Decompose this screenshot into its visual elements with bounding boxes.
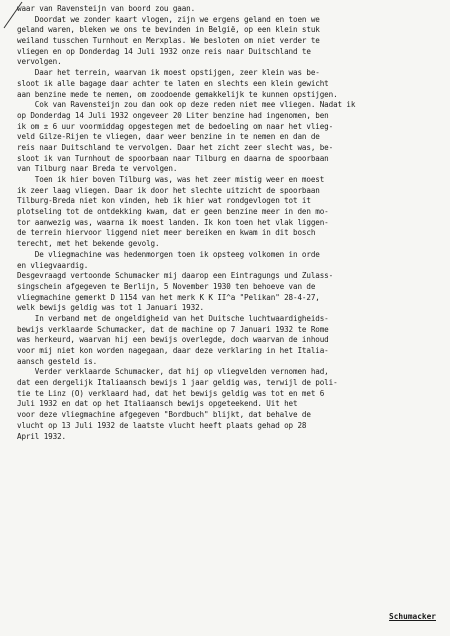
document-line: reis naar Duitschland te vervolgen. Daar het zicht zeer slecht was, be- [17,142,334,152]
document-line: dat een dergelijk Italiaansch bewijs 1 jaar geldig was, terwijl de poli- [17,378,338,388]
document-line: Doordat we zonder kaart vlogen, zijn we ergens geland en toen we [17,14,320,24]
signature: Schumacker [389,612,436,621]
document-line: sloot ik alle bagage daar achter te laten en slechts een klein gewicht [17,78,329,88]
document-line: op Donderdag 14 Juli 1932 ongeveer 20 Liter benzine had ingenomen, ben [17,110,329,120]
document-line: welk bewijs geldig was tot 1 Januari 1932. [17,303,204,313]
document-line: en vliegvaardig. [17,260,89,270]
document-line: Juli 1932 en dat op het Italiaansch bewijs opgeteekend. Uit het [17,399,298,409]
document-line: aansch gesteld is. [17,356,98,366]
document-line: In verband met de ongeldigheid van het Duitsche luchtwaardigheids- [17,313,329,323]
document-line: terecht, met het bekende gevolg. [17,239,160,249]
document-line: voor deze vliegmachine afgegeven "Bordbuch" blijkt, dat behalve de [17,410,311,420]
document-line: Tilburg-Breda niet kon vinden, heb ik hier wat rondgevlogen tot it [17,196,311,206]
document-line: vervolgen. [17,57,62,67]
document-line: singschein afgegeven te Berlijn, 5 November 1930 ten behoeve van de [17,281,316,291]
document-line: ik om ± 6 uur voormiddag opgestegen met de bedoeling om naar het vlieg- [17,121,334,131]
document-line: Verder verklaarde Schumacker, dat hij op vliegvelden vernomen had, [17,367,329,377]
document-line: waar van Ravensteijn van boord zou gaan. [17,4,196,13]
document-line: April 1932. [17,431,66,441]
document-line: Cok van Ravensteijn zou dan ook op deze reden niet mee vliegen. Nadat ik [17,100,356,110]
document-line: vliegen en op Donderdag 14 Juli 1932 onze reis naar Duitschland te [17,46,311,56]
document-line: tor aanwezig was, waarna ik moest landen. Ik kon toen het vlak liggen- [17,217,329,227]
document-line: geland waren, bleken we ons te bevinden in België, op een klein stuk [17,25,320,35]
document-line: ik zeer laag vliegen. Daar ik door het slechte uitzicht de spoorbaan [17,185,320,195]
document-line: Daar het terrein, waarvan ik moest opstijgen, zeer klein was be- [17,68,320,78]
document-line: voor mij niet kon worden nagegaan, daar deze verklaring in het Italia- [17,346,329,355]
document-body [17,4,447,442]
document-line: was herkeurd, waarvan hij een bewijs overlegde, doch waarvan de inhoud [17,335,329,345]
document-line: De vliegmachine was hedenmorgen toen ik opsteeg volkomen in orde [17,249,320,259]
document-line: weiland tusschen Turnhout en Merxplas. We besloten om niet verder te [17,36,320,46]
document-line: de terrein hiervoor liggend niet meer bereiken en kwam in dit bosch [17,228,316,238]
document-line: vlucht op 13 Juli 1932 de laatste vlucht heeft plaats gehad op 28 [17,420,307,430]
document-line: aan benzine mede te nemen, om zoodoende gemakkelijk te kunnen opstijgen. [17,89,338,99]
document-line: vliegmachine gemerkt D 1154 van het merk K K II^a "Pelikan" 28-4-27, [17,292,320,302]
document-line: Desgevraagd vertoonde Schumacker mij daarop een Eintragungs und Zulass- [17,271,334,281]
document-line: Toen ik hier boven Tilburg was, was het zeer mistig weer en moest [17,175,325,184]
document-line: bewijs verklaarde Schumacker, dat de machine op 7 Januari 1932 te Rome [17,324,329,334]
document-line: van Tilburg naar Breda te vervolgen. [17,164,178,174]
document-line: tie te Linz (O) verklaard had, dat het bewijs geldig was tot en met 6 [17,388,325,398]
document-line: plotseling tot de ontdekking kwam, dat er geen benzine meer in den mo- [17,207,329,217]
document-line: sloot ik van Turnhout de spoorbaan naar Tilburg en daarna de spoorbaan [17,153,329,163]
document-line: veld Gilze-Rijen te vliegen, daar weer benzine in te nemen en dan de [17,132,320,142]
